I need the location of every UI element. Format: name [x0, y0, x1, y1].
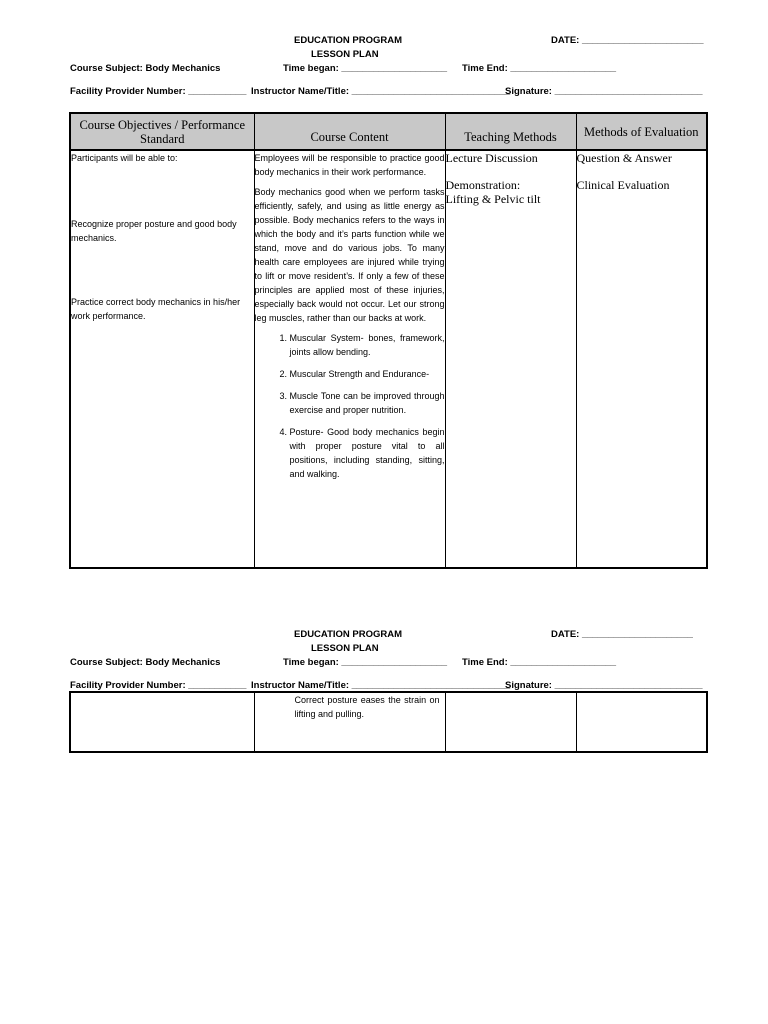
column-header-teaching: Teaching Methods [445, 113, 576, 150]
teaching-method-item: Lecture Discussion [445, 151, 538, 165]
date-field[interactable]: DATE: _____________________ [551, 629, 693, 640]
evaluation-cell [576, 692, 707, 752]
objectives-cell [70, 692, 254, 752]
time-began-field[interactable]: Time began: ____________________ [283, 63, 448, 74]
time-end-field[interactable]: Time End: ____________________ [462, 657, 617, 668]
teaching-method-item: Lifting & Pelvic tilt [445, 192, 541, 206]
lesson-plan-table [69, 112, 708, 569]
list-item: 4. Posture- Good body mechanics begin with proper posture vital to all positions, including standing, sitting, and walking. [290, 425, 445, 481]
list-item: 1. Muscular System- bones, framework, joints allow bending. [290, 331, 445, 359]
column-header-content: Course Content [254, 113, 445, 150]
signature-field[interactable]: Signature: ____________________________ [505, 86, 703, 97]
column-header-evaluation: Methods of Evaluation [576, 113, 707, 150]
list-item: 3. Muscle Tone can be improved through exercise and proper nutrition. [290, 389, 445, 417]
facility-provider-field[interactable]: Facility Provider Number: ___________ [70, 680, 247, 691]
facility-provider-field[interactable]: Facility Provider Number: ___________ [70, 86, 247, 97]
teaching-cell [445, 150, 576, 568]
lesson-plan-title: LESSON PLAN [311, 49, 379, 60]
time-end-field[interactable]: Time End: ____________________ [462, 63, 617, 74]
date-field[interactable]: DATE: _______________________ [551, 35, 704, 46]
evaluation-cell [576, 150, 707, 568]
content-cell [254, 692, 445, 752]
course-subject: Course Subject: Body Mechanics [70, 657, 221, 668]
content-intro: Employees will be responsible to practice good body mechanics in their work performance. [254, 153, 445, 177]
lesson-plan-table-continued [69, 691, 708, 753]
teaching-cell [445, 692, 576, 752]
signature-field[interactable]: Signature: ____________________________ [505, 680, 703, 691]
content-points-list [255, 331, 445, 481]
instructor-field[interactable]: Instructor Name/Title: ______________________________ [251, 86, 511, 97]
program-title: EDUCATION PROGRAM [294, 35, 403, 46]
column-header-objectives: Course Objectives / Performance Standard [70, 113, 254, 150]
objective-item: Recognize proper posture and good body mechanics. [71, 219, 237, 243]
evaluation-method-item: Clinical Evaluation [576, 178, 670, 192]
teaching-method-item: Demonstration: [445, 178, 521, 192]
time-began-field[interactable]: Time began: ____________________ [283, 657, 448, 668]
lesson-plan-title: LESSON PLAN [311, 643, 379, 654]
objectives-cell [70, 150, 254, 568]
list-item: 2. Muscular Strength and Endurance- [290, 367, 445, 381]
instructor-field[interactable]: Instructor Name/Title: ______________________________ [251, 680, 511, 691]
content-cell [254, 150, 445, 568]
objective-item: Practice correct body mechanics in his/her work performance. [71, 297, 241, 321]
evaluation-method-item: Question & Answer [576, 151, 672, 165]
objective-intro: Participants will be able to: [71, 153, 178, 163]
content-continuation: Correct posture eases the strain on lifting and pulling. [294, 695, 440, 719]
course-subject: Course Subject: Body Mechanics [70, 63, 221, 74]
program-title: EDUCATION PROGRAM [294, 629, 403, 640]
content-body: Body mechanics good when we perform tasks efficiently, safely, and using as little energy as possible. Body mechanics refers to the ways in which the body and it’s parts function while we stand, move and do various jobs. To many health care employees are injured while trying to lift or move resident’s. If only a few of these principles are applied most of these injuries, especially back would not occur. Let our strong leg muscles, rather than our backs at work. [254, 187, 445, 323]
